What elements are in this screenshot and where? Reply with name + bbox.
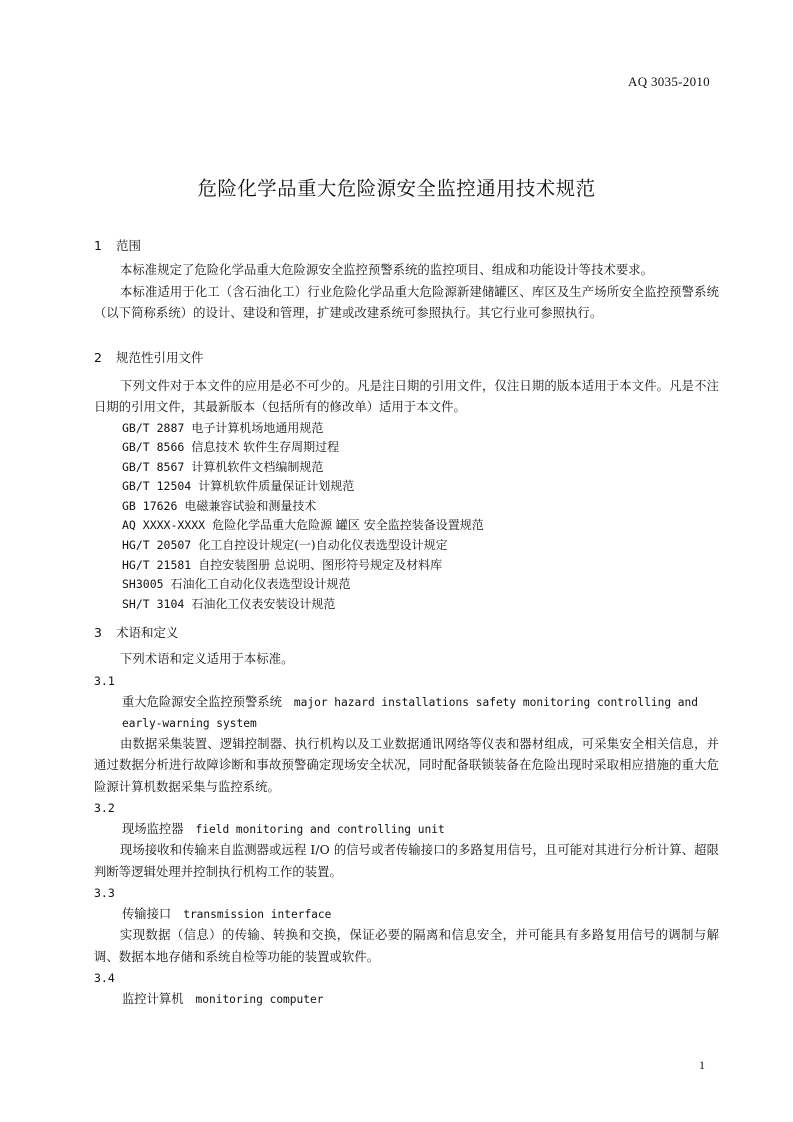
term-definition: 由数据采集装置、逻辑控制器、执行机构以及工业数据通讯网络等仪表和器材组成，可采集安全相关信息，并通过数据分析进行故障诊断和事故预警确定现场安全状况，同时配备联锁装备在危险出现时采取相应措施的重大危险源计算机数据采集与监控系统。 [94, 736, 719, 794]
reference-item [94, 575, 719, 595]
term-number: 3.3 [94, 886, 115, 901]
section-number: 1 [94, 238, 102, 253]
section-title: 范围 [116, 238, 142, 253]
reference-item [94, 497, 719, 517]
term-heading [94, 989, 719, 1010]
reference-item [94, 595, 719, 615]
reference-item [94, 458, 719, 478]
term-heading [94, 692, 719, 734]
paragraph: 下列术语和定义适用于本标准。 [120, 652, 294, 667]
reference-code: GB/T 2887 [122, 420, 185, 435]
paragraph: 本标准适用于化工（含石油化工）行业危险化学品重大危险源新建储罐区、库区及生产场所安全监控预警系统（以下简称系统）的设计、建设和管理，扩建或改建系统可参照执行。其它行业可参照执行。 [94, 284, 719, 320]
term-number: 3.1 [94, 673, 115, 688]
document-title: 危险化学品重大危险源安全监控通用技术规范 [197, 177, 596, 200]
section-number: 2 [94, 349, 102, 365]
paragraph: 本标准规定了危险化学品重大危险源安全监控预警系统的监控项目、组成和功能设计等技术要求。 [120, 263, 654, 277]
section-heading-terms-definitions [94, 623, 719, 643]
section-title: 术语和定义 [116, 625, 179, 641]
reference-item [94, 516, 719, 536]
reference-code: HG/T 21581 [122, 557, 192, 572]
section-title: 规范性引用文件 [116, 349, 204, 365]
reference-title: 危险化学品重大危险源 罐区 安全监控装备设置规范 [212, 518, 484, 533]
term-english: major hazard installations safety monitoring controlling and early-warning system [122, 695, 699, 730]
reference-title: 化工自控设计规定(一)自动化仪表选型设计规定 [198, 538, 448, 553]
reference-item [94, 477, 719, 497]
term-number: 3.4 [94, 971, 115, 986]
term-definition: 现场接收和传输来自监测器或远程 I/O 的信号或者传输接口的多路复用信号，且可能对其进行分析计算、超限判断等逻辑处理并控制执行机构工作的装置。 [94, 843, 719, 879]
reference-title: 电磁兼容试验和测量技术 [184, 498, 317, 513]
reference-title: 电子计算机场地通用规范 [191, 420, 324, 435]
term-chinese: 现场监控器 [122, 822, 184, 837]
reference-title: 石油化工仪表安装设计规范 [191, 596, 336, 611]
reference-title: 石油化工自动化仪表选型设计规范 [170, 577, 351, 592]
term-english: transmission interface [183, 908, 332, 922]
page-number: 1 [699, 1058, 705, 1072]
section-heading-scope [94, 236, 719, 256]
reference-code: GB/T 8566 [122, 440, 185, 455]
term-heading [94, 819, 719, 840]
reference-title: 信息技术 软件生存周期过程 [191, 440, 340, 455]
reference-title: 计算机软件文档编制规范 [191, 459, 324, 474]
reference-code: AQ XXXX-XXXX [122, 518, 206, 533]
reference-list [94, 419, 719, 615]
document-body [94, 236, 719, 1010]
reference-item [94, 536, 719, 556]
term-chinese: 传输接口 [122, 907, 172, 922]
reference-item [94, 419, 719, 439]
term-chinese: 监控计算机 [122, 992, 184, 1007]
term-chinese: 重大危险源安全监控预警系统 [122, 694, 282, 709]
reference-code: GB 17626 [122, 498, 178, 513]
reference-item [94, 556, 719, 576]
term-definition: 实现数据（信息）的传输、转换和交换，保证必要的隔离和信息安全，并可能具有多路复用信号的调制与解调、数据本地存储和系统自检等功能的装置或软件。 [94, 928, 719, 964]
term-number: 3.2 [94, 801, 115, 816]
standard-code: AQ 3035-2010 [628, 74, 710, 89]
reference-code: HG/T 20507 [122, 538, 192, 553]
reference-code: SH/T 3104 [122, 596, 185, 611]
section-number: 3 [94, 625, 102, 641]
reference-title: 自控安装图册 总说明、图形符号规定及材料库 [198, 557, 443, 572]
section-heading-normative-references [94, 348, 719, 368]
term-english: field monitoring and controlling unit [195, 823, 445, 837]
reference-title: 计算机软件质量保证计划规范 [198, 479, 355, 494]
reference-code: GB/T 8567 [122, 459, 185, 474]
term-heading [94, 904, 719, 925]
paragraph: 下列文件对于本文件的应用是必不可少的。凡是注日期的引用文件，仅注日期的版本适用于本文件。凡是不注日期的引用文件，其最新版本（包括所有的修改单）适用于本文件。 [94, 378, 719, 414]
reference-item [94, 438, 719, 458]
term-english: monitoring computer [195, 993, 324, 1007]
reference-code: GB/T 12504 [122, 479, 192, 494]
reference-code: SH3005 [122, 577, 164, 592]
